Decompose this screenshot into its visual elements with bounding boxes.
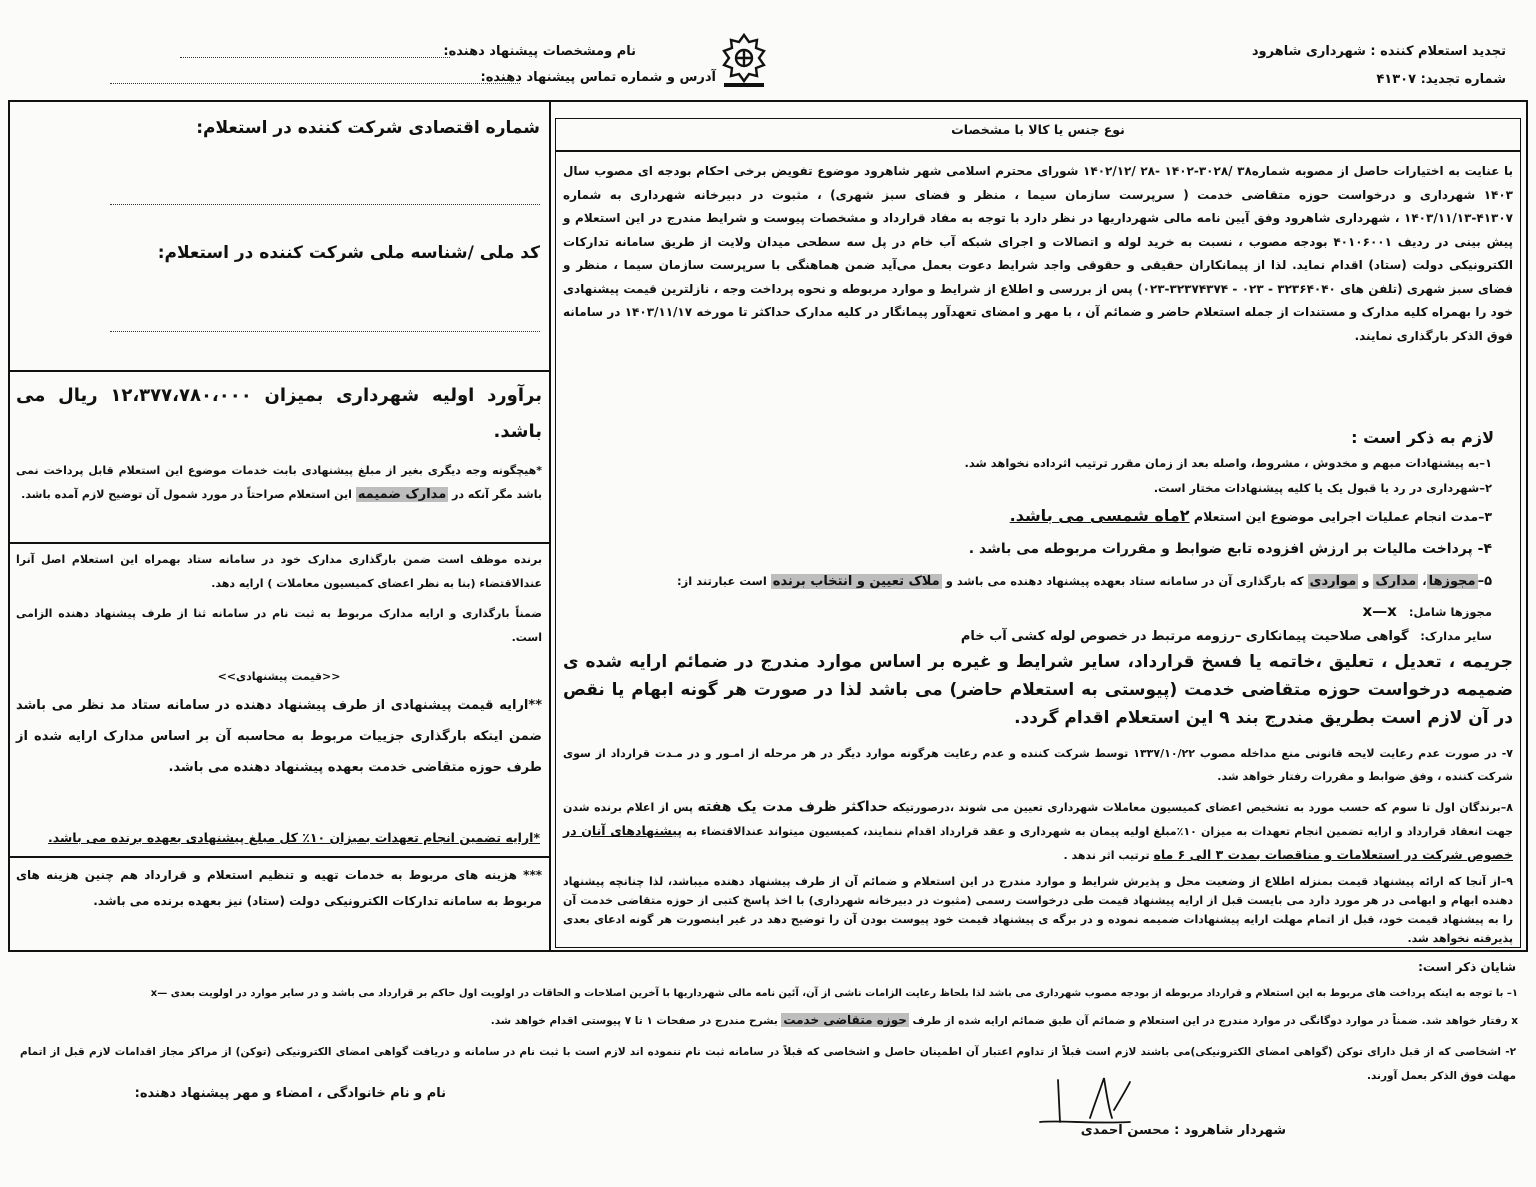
estimate-text: برآورد اولیه شهرداری بمیزان ۱۲،۳۷۷،۷۸۰،۰۰۰ ریال می باشد. <box>16 385 542 442</box>
price-text: **ارایه قیمت پیشنهادی از طرف پیشنهاد دهنده در سامانه ستاد مد نظر می باشد ضمن اینکه بارگذاری جزییات مربوط به محاسبه آن بر اساس مدارک ارایه شده از طرف حوزه متقاضی خدمت بعهده پیشنهاد دهنده می باشد. <box>16 698 542 775</box>
footer-line-2-a: x رفتار خواهد شد. ضمناً در موارد دوگانگی در موارد مندرج در این استعلام و ضمائم آن طبق ضمائم ارایه شده از طرف <box>908 1015 1518 1027</box>
item-5-num: ۵– <box>1477 574 1492 589</box>
item-5-criterion: ملاک تعیین و انتخاب برنده <box>772 574 940 589</box>
side-rule-1 <box>8 370 550 372</box>
note-1 <box>16 459 542 507</box>
item-8-ban: پیشنهادهای آنان در خصوص شرکت در استعلامات و مناقصات بمدت ۳ الی ۶ ماه <box>563 823 1513 862</box>
other-docs-label: سایر مدارک: <box>1420 629 1492 643</box>
issuer-line: تجدید استعلام کننده : شهرداری شاهرود <box>1251 44 1506 59</box>
bidder-name-field[interactable] <box>180 56 450 58</box>
other-docs-line <box>961 625 1492 644</box>
item-3-text: ۳–مدت انجام عملیات اجرایی موضوع این استعلام <box>1189 509 1492 524</box>
item-5-permits: مجوزها <box>1428 574 1476 589</box>
mayor-signature-label: شهردار شاهرود : محسن احمدی <box>1080 1123 1286 1138</box>
economic-no-field[interactable] <box>110 203 540 205</box>
item-5-sep2: و <box>1358 574 1374 588</box>
footer-line-2 <box>491 1013 1518 1027</box>
renewal-number: شماره تجدید: ۴۱۳۰۷ <box>1376 72 1506 87</box>
item-3 <box>1010 506 1492 525</box>
item-5-cases: مواردی <box>1309 574 1357 589</box>
permits-value: x—x <box>1362 602 1397 620</box>
item-8-c: پس از اعلام برنده شدن جهت انعقاد قرارداد و ارایه تضمین انجام تعهدات به میزان ۱۰٪مبلغ اولیه پیمان به شهرداری و عقد قرارداد اقدام ننمایند، کمیسیون میتواند عندالاقتضاء به <box>563 801 1514 838</box>
item-5-sep1: ، <box>1418 574 1427 588</box>
permits-label: مجوزها شامل: <box>1408 605 1492 619</box>
economic-no-label: شماره اقتصادی شرکت کننده در استعلام: <box>196 118 540 138</box>
note-3: ضمناً بارگذاری و ارایه مدارک مربوط به ثبت نام در سامانه ثنا از طرف پیشنهاد دهنده الزامی است. <box>16 607 542 644</box>
side-rule-2 <box>8 542 550 544</box>
item-5-text: که بارگذاری آن در سامانه ستاد بعهده پیشنهاد دهنده می باشد و <box>941 574 1308 588</box>
item-5-docs: مدارک <box>1375 574 1417 589</box>
footer-line-3: ۲- اشخاصی که از قبل دارای توکن (گواهی امضای الکترونیکی)می باشند لازم است قبلاً از تداوم اعتبار آن اطمینان حاصل و اشخاصی که قبلاً در سامانه ثبت نام ننموده اند لازم است با ثبت نام در سامانه و دریافت گواهی امضای الکترونیکی (توکن) از مراکز مجاز اقدامات لازم قبل از اتمام مهلت فوق الذکر بعمل آورند. <box>20 1046 1516 1082</box>
item-8-a: ۸–برندگان اول تا سوم که حسب مورد به تشخیص اعضای کمیسیون معاملات شهرداری تعیین می شوند ،درصورتیکه <box>887 801 1513 814</box>
other-docs-value: گواهی صلاحیت پیمانکاری –رزومه مرتبط در خصوص لوله کشی آب خام <box>960 629 1409 644</box>
section-title: نوع جنس یا کالا با مشخصات <box>951 122 1125 137</box>
side-rule-3 <box>8 856 550 858</box>
item-5 <box>677 574 1492 589</box>
item-4: ۴- پرداخت مالیات بر ارزش افزوده تابع ضوابط و مقررات مربوطه می باشد . <box>968 541 1492 557</box>
footer-line-2-unit: حوزه متقاضی خدمت <box>783 1013 907 1027</box>
intro-paragraph: با عنایت به اختیارات حاصل از مصوبه شماره۳۸ /۳۰۲۸-۱۴۰۲ -۲۸ /۱۴۰۲/۱۲ شورای محترم اسلامی شهر شاهرود موضوع تفویض برخی احکام بودجه ای مصوب سال ۱۴۰۳ شهرداری و درخواست حوزه متقاضی خدمت ( سرپرست سازمان سیما ، منظر و فضای سبز شهری) ، مثبوت در دبیرخانه شهرداری به شماره ۴۱۳۰۷-۱۴۰۳/۱۱/۱۳ ، شهرداری شاهرود وفق آیین نامه مالی شهرداریها در نظر دارد با توجه به مفاد قرارداد و مشخصات پیوست و شرایط مندرج در این استعلام و پیش بینی در ردیف ۴۰۱۰۶۰۰۱ بودجه مصوب ، نسبت به خرید لوله و اتصالات و اجرای شبکه آب خام در پل سه سطحی میدان ولایت از طریق سامانه تدارکات الکترونیکی دولت (ستاد) اقدام نماید. لذا از پیمانکاران حقیقی و حقوقی واجد شرایط دعوت بعمل می‌آید ضمن هماهنگی با سرپرست سازمان سیما ، منظر و فضای سبز شهری (تلفن های ۳۲۳۶۴۰۴۰ - ۰۲۳ - ۳۲۳۷۴۳۷۴-۰۲۳) پس از بررسی و اطلاع از شرایط و موارد مربوطه و نحوه پرداخت وجه ، نازلترین قیمت پیشنهادی خود را بهمراه کلیه مدارک و مستندات از جمله استعلام حاضر و ضمائم آن ، با مهر و امضای تعهدآور پیمانگار در کلیه مدارک حداکثر تا مورخه ۱۴۰۳/۱۱/۱۷ در سامانه فوق الذکر بارگذاری نمایند. <box>563 164 1514 343</box>
column-divider <box>549 100 551 952</box>
national-id-field[interactable] <box>110 330 540 332</box>
note-1-c: این استعلام صراحتاً در مورد شمول آن توضیح لازم آمده باشد. <box>21 488 356 501</box>
item-2: ۲–شهرداری در رد یا قبول یک یا کلیه پیشنهادات مختار است. <box>1153 481 1492 495</box>
bidder-address-label: آدرس و شماره تماس پیشنهاد دهنده: <box>480 70 716 85</box>
item-9: ۹–از آنجا که ارائه پیشنهاد قیمت بمنزله اطلاع از وضعیت محل و پذیرش شرایط و موارد مندرج در این استعلام و ضمائم آن از طرف پیشنهاد دهنده میباشد، لذا چنانچه پیشنهاد دهنده ابهام و ابهامی در هر مورد دارد می بایست قبل از ارایه پیشنهاد قیمت طی درخواست رسمی (مثبوت در دبیرخانه شهرداری) با اخذ پاسخ کتبی از حوزه متقاضی خدمت آن را به پیشنهاد قیمت خود، قبل از اتمام مهلت ارایه پیشنهادات ضمیمه نموده و در برگه ی پیشنهاد قیمت خود پیوست بودن آن را توضیح دهد در غیر اینصورت هر گونه ادعای بعدی پذیرفته نخواهد شد. <box>563 875 1513 945</box>
costs-note: *** هزینه های مربوط به خدمات تهیه و تنظیم استعلام و قرارداد هم چنین هزینه های مربوط به سامانه تدارکات الکترونیکی دولت (ستاد) نیز بعهده برنده می باشد. <box>16 868 542 908</box>
permits-line <box>1362 602 1492 620</box>
footer-line-2-c: بشرح مندرج در صفحات ۱ تا ۷ پیوستی اقدام خواهد شد. <box>490 1015 782 1027</box>
note-1-a: *هیچگونه وجه دیگری بغیر از مبلغ پیشنهادی بابت خدمات موضوع این استعلام قابل پرداخت نمی باشد مگر آنکه در <box>16 464 542 501</box>
item-8-e: ترتیب اثر ندهد . <box>1063 849 1154 862</box>
item-7: ۷- در صورت عدم رعایت لایحه قانونی منع مداخله مصوب ۱۳۳۷/۱۰/۲۲ توسط شرکت کننده و عدم رعایت هرگونه موارد دیگر در هر مرحله از امـور و در مـدت قرارداد از سوی شرکت کننده ، وفق ضوابط و مقررات رفتار خواهد شد. <box>563 747 1513 783</box>
required-title: لازم به ذکر است : <box>1351 428 1494 447</box>
item-8 <box>563 796 1513 867</box>
price-title: <<قیمت پیشنهادی>> <box>217 670 341 683</box>
note-2: برنده موظف است ضمن بارگذاری مدارک خود در سامانه ستاد بهمراه این استعلام اصل آنرا عندالاقتضاء (بنا به نظر اعضای کمیسیون معاملات ) ارایه دهد. <box>16 553 542 590</box>
footer-title: شایان ذکر است: <box>1418 960 1516 974</box>
bidder-signature-label: نام و نام خانوادگی ، امضاء و مهر پیشنهاد دهنده: <box>134 1086 446 1101</box>
municipality-logo-icon <box>718 32 770 90</box>
item-6-paragraph: جریمه ، تعدیل ، تعلیق ،خاتمه یا فسخ قرارداد، سایر شرایط و غیره بر اساس موارد مندرج در ضمائم ارایه شده ی ضمیمه درخواست حوزه متقاضی خدمت (پیوستی به استعلام حاضر) می باشد لذا در صورت هر گونه ابهام یا نقص در آن لازم است بطریق مندرج بند ۹ این استعلام اقدام گردد. <box>563 652 1513 728</box>
mayor-signature-icon <box>1030 1060 1180 1130</box>
bidder-address-field[interactable] <box>110 82 520 84</box>
footer-line-1: ۱– با توجه به اینکه پرداخت های مربوط به این استعلام و قرارداد مربوطه از بودجه مصوب شهرداری می باشد لذا بلحاظ رعایت الزامات ناشی از آن، آئین نامه مالی شهرداریها با آخرین اصلاحات و الحاقات در اولویت اول حاکم بر قرارداد می باشد و در سایر موارد در اولویت بعدی —x <box>150 988 1518 999</box>
item-5-end: است عبارتند از: <box>677 574 771 588</box>
note-1-docs: مدارک ضمیمه <box>357 487 447 502</box>
national-id-label: کد ملی /شناسه ملی شرکت کننده در استعلام: <box>157 243 540 263</box>
item-3-duration: ۲ماه شمسی می باشد. <box>1009 506 1190 525</box>
item-8-deadline: حداکثر ظرف مدت یک هفته <box>697 799 888 815</box>
item-1: ۱–به پیشنهادات مبهم و مخدوش ، مشروط، واصله بعد از زمان مقرر ترتیب اثرداده نخواهد شد. <box>964 456 1492 470</box>
title-rule <box>555 150 1521 152</box>
bidder-name-label: نام ومشخصات پیشنهاد دهنده: <box>443 44 636 59</box>
guarantee-note: *ارایه تضمین انجام تعهدات بمیزان ۱۰٪ کل مبلغ پیشنهادی بعهده برنده می باشد. <box>47 830 540 845</box>
